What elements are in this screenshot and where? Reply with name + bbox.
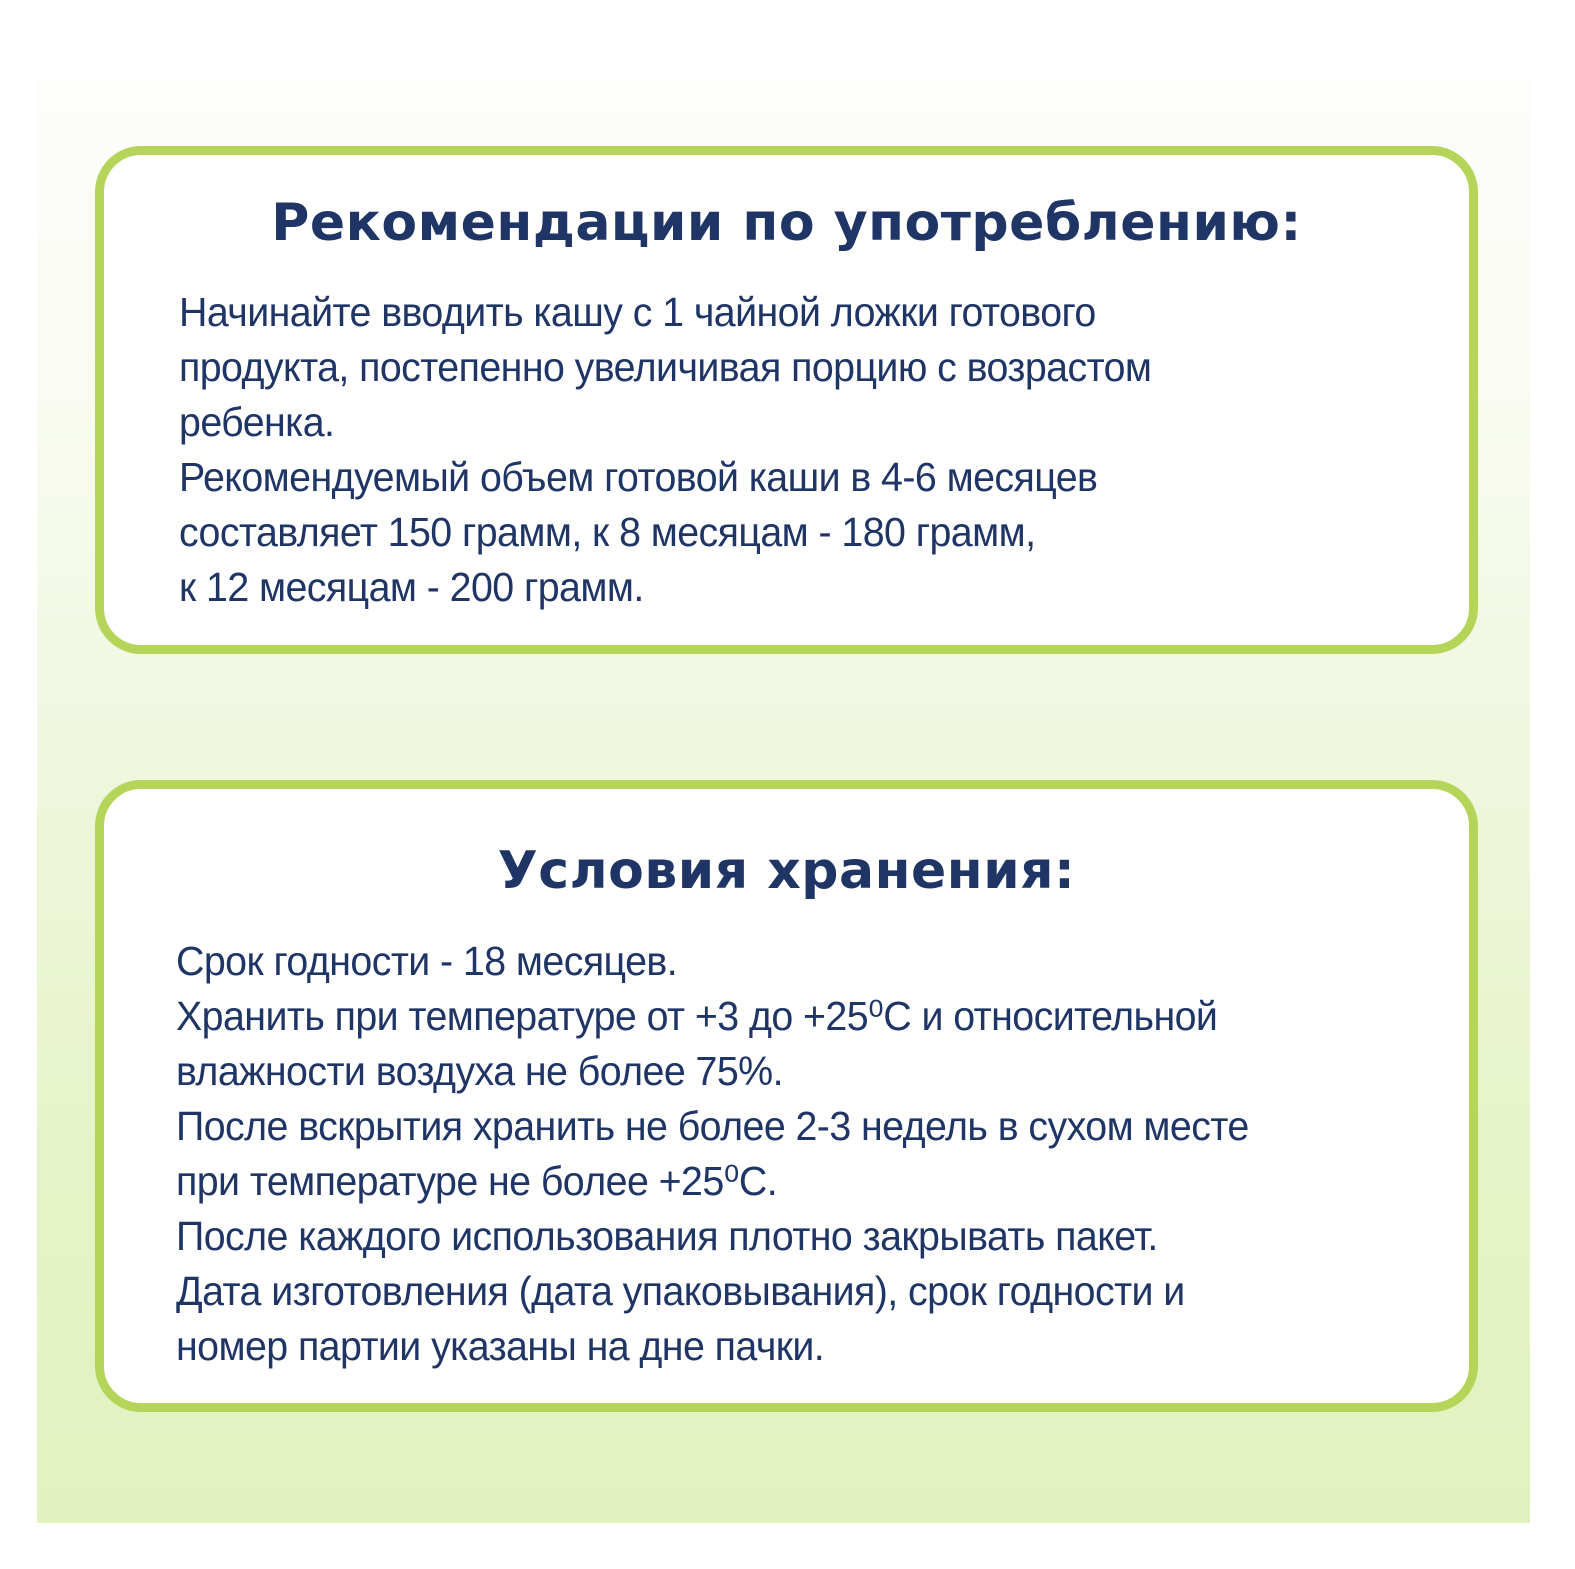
usage-line: составляет 150 грамм, к 8 месяцам - 180 грамм, [179, 509, 1036, 555]
storage-line: влажности воздуха не более 75%. [176, 1048, 783, 1094]
storage-line: номер партии указаны на дне пачки. [176, 1323, 825, 1369]
usage-recommendations-text [179, 285, 1192, 615]
storage-line: После каждого использования плотно закрывать пакет. [176, 1213, 1158, 1259]
usage-line: Начинайте вводить кашу с 1 чайной ложки готового [179, 289, 1096, 335]
storage-line: Срок годности - 18 месяцев. [176, 938, 678, 984]
storage-conditions-title: Условия хранения: [497, 841, 1076, 901]
usage-line: Рекомендуемый объем готовой каши в 4-6 месяцев [179, 454, 1098, 500]
storage-conditions-text [176, 934, 1293, 1374]
usage-recommendations-card [95, 146, 1478, 654]
usage-line: к 12 месяцам - 200 грамм. [179, 564, 644, 610]
usage-recommendations-title: Рекомендации по употреблению: [271, 193, 1302, 253]
storage-line: После вскрытия хранить не более 2-3 недель в сухом месте [176, 1103, 1249, 1149]
storage-line: при температуре не более +25⁰С. [176, 1158, 778, 1204]
storage-line: Хранить при температуре от +3 до +25⁰С и относительной [176, 993, 1218, 1039]
usage-line: ребенка. [179, 399, 335, 445]
storage-line: Дата изготовления (дата упаковывания), срок годности и [176, 1268, 1185, 1314]
storage-conditions-card [95, 780, 1478, 1412]
usage-line: продукта, постепенно увеличивая порцию с возрастом [179, 344, 1152, 390]
